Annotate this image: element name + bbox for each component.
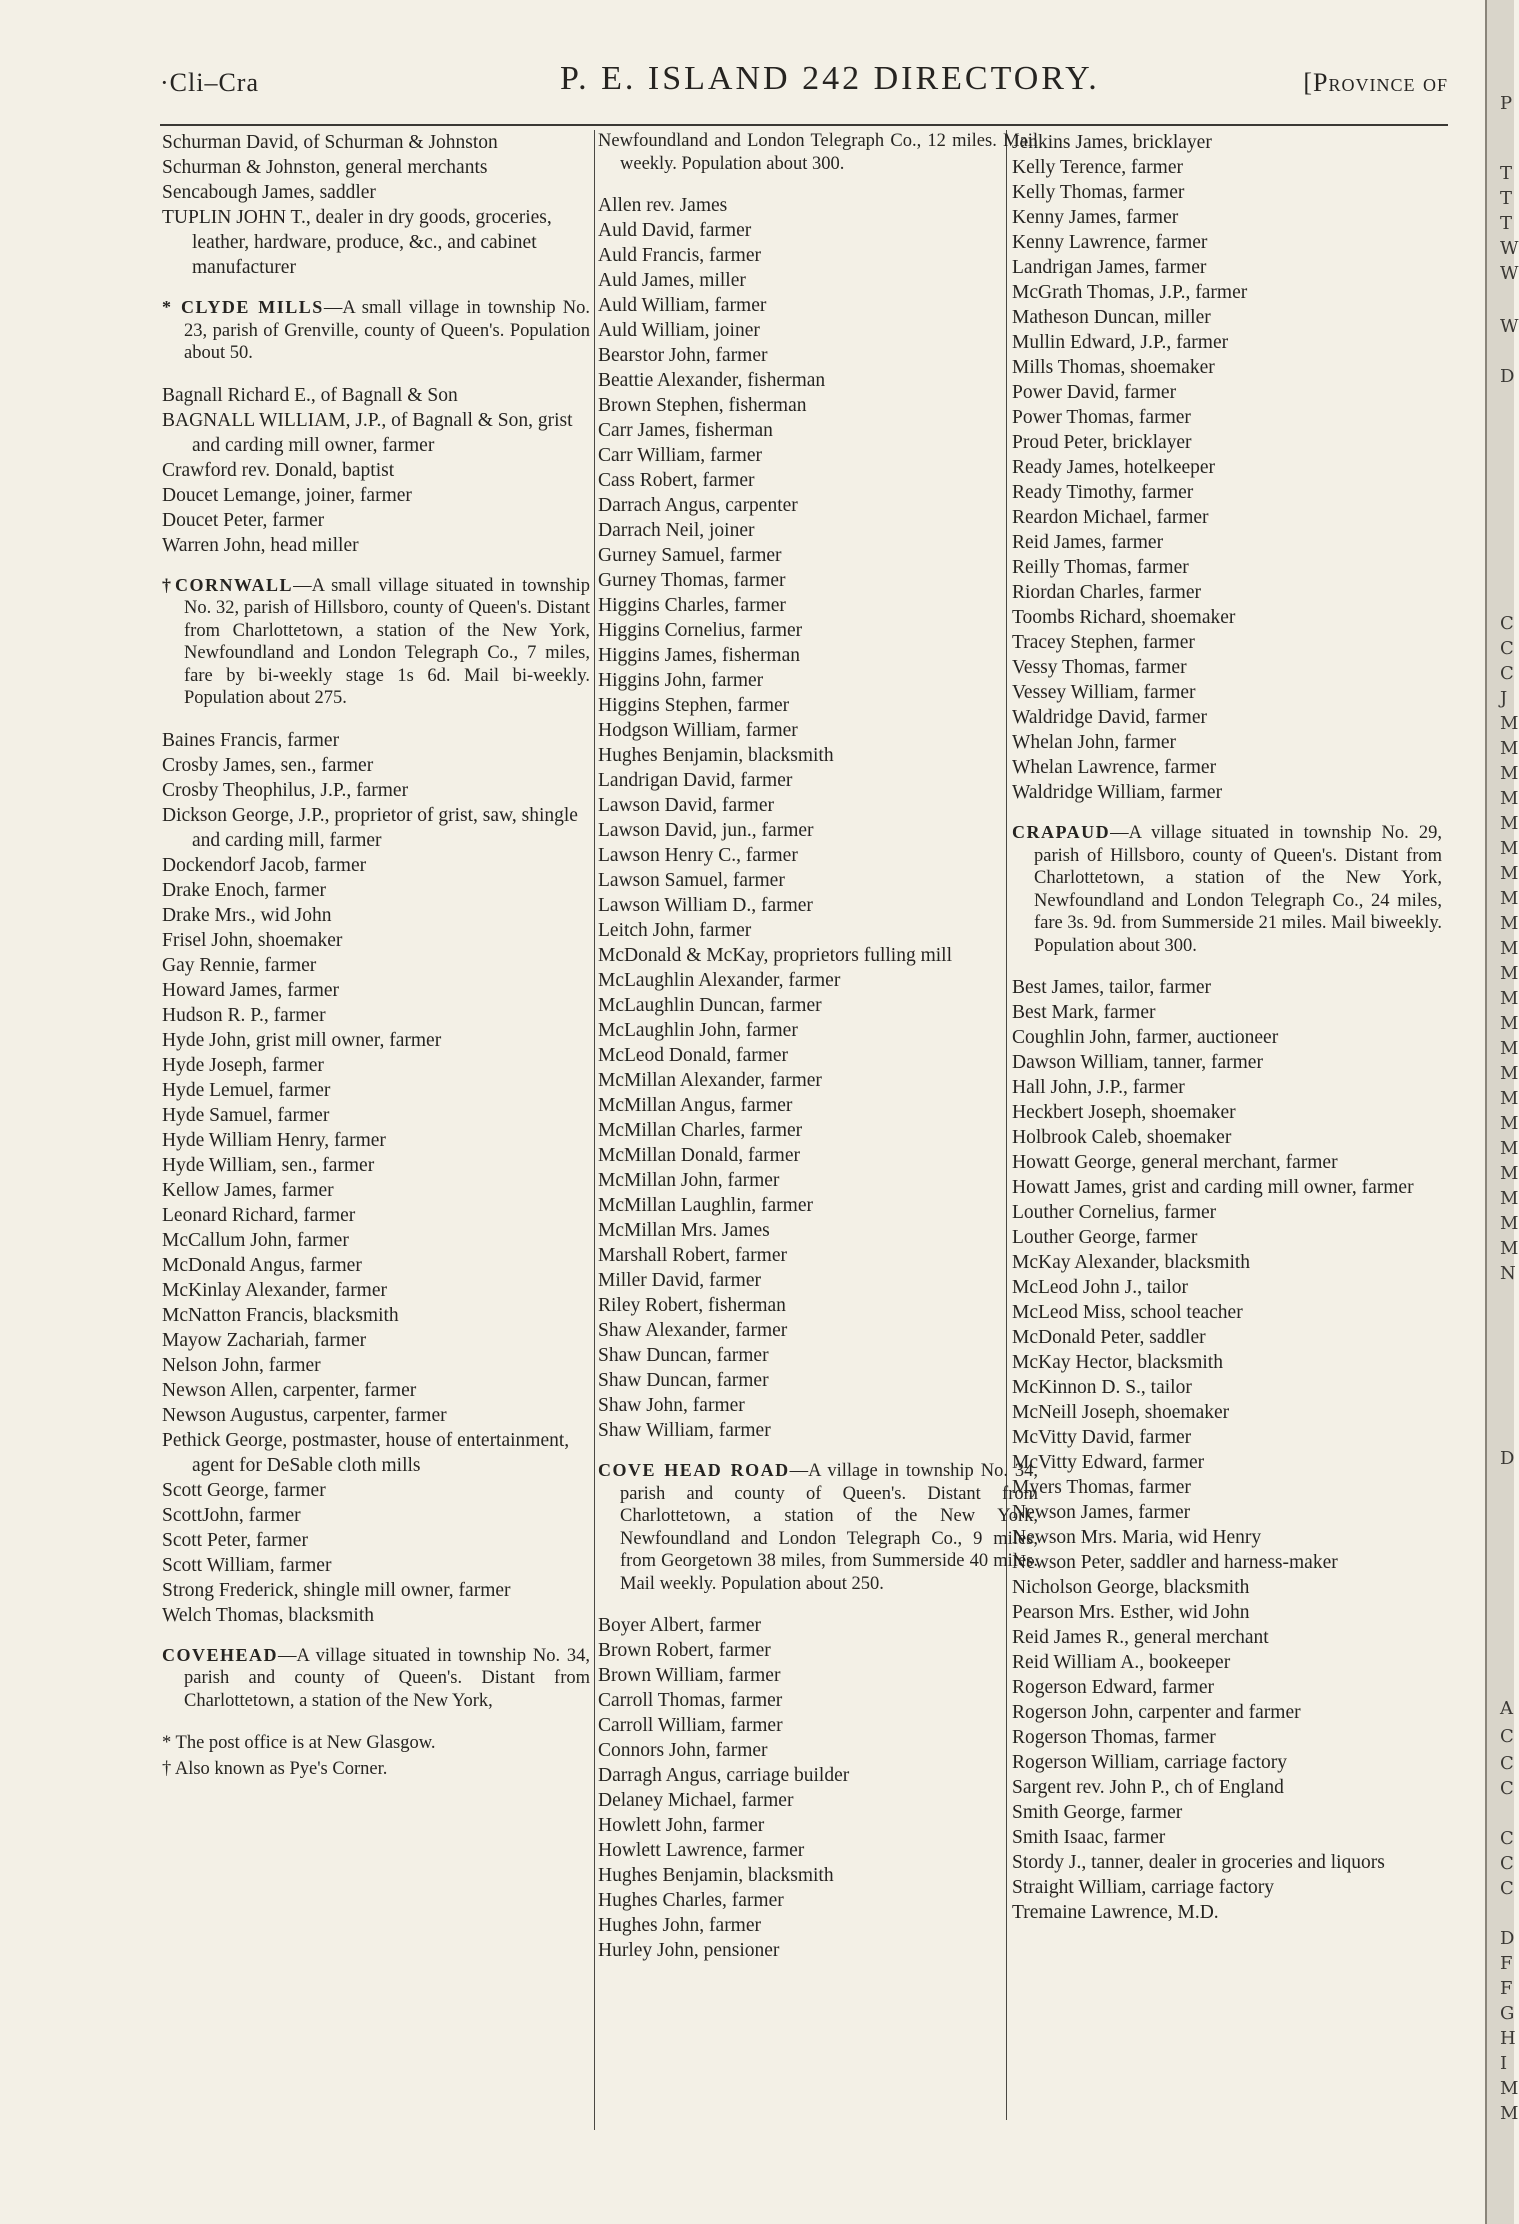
facing-page-letter: C — [1500, 1778, 1514, 1799]
facing-page-letter: M — [1500, 2078, 1519, 2099]
footnote-post-office: * The post office is at New Glasgow. — [162, 1733, 436, 1753]
directory-entry: Crawford rev. Donald, baptist — [162, 459, 395, 481]
directory-entry: Hughes Charles, farmer — [598, 1890, 784, 1911]
facing-page-letter: M — [1500, 1188, 1519, 1209]
facing-page-letter: F — [1500, 1953, 1513, 1974]
facing-page-letter: M — [1500, 713, 1519, 734]
directory-entry: Shaw Duncan, farmer — [598, 1370, 769, 1391]
directory-entry: Newson James, farmer — [1012, 1502, 1191, 1523]
facing-page-letter: M — [1500, 1113, 1519, 1134]
directory-entry: Rogerson Edward, farmer — [1012, 1677, 1214, 1698]
directory-entry: Higgins James, fisherman — [598, 645, 801, 666]
directory-entry: Lawson William D., farmer — [598, 895, 813, 916]
directory-entry: Howlett Lawrence, farmer — [598, 1840, 805, 1861]
covehead-description-continued — [598, 130, 1038, 175]
directory-entry: Newson Allen, carpenter, farmer — [162, 1379, 417, 1401]
facing-page-letter: M — [1500, 1238, 1519, 1259]
directory-entry: Doucet Peter, farmer — [162, 509, 325, 531]
cornwall-description — [162, 574, 590, 710]
directory-entry: Riley Robert, fisherman — [598, 1295, 786, 1316]
directory-entry: Hyde William, sen., farmer — [162, 1154, 375, 1176]
facing-page-letter: M — [1500, 863, 1519, 884]
directory-entry: Lawson Samuel, farmer — [598, 870, 785, 891]
directory-entry: Crosby James, sen., farmer — [162, 754, 374, 776]
facing-page-letter: T — [1500, 163, 1513, 184]
facing-page-letter: M — [1500, 788, 1519, 809]
directory-entry: Hudson R. P., farmer — [162, 1004, 326, 1026]
facing-page-letter: M — [1500, 963, 1519, 984]
directory-entry: Warren John, head miller — [162, 534, 359, 556]
column-divider-1 — [594, 130, 595, 2130]
directory-entry: Brown Stephen, fisherman — [598, 395, 807, 416]
directory-entry: Shaw Alexander, farmer — [598, 1320, 788, 1341]
directory-entry: Rogerson William, carriage factory — [1012, 1752, 1287, 1773]
directory-entry: Auld Francis, farmer — [598, 245, 761, 266]
facing-page-letter: C — [1500, 613, 1514, 634]
cove-head-road-description — [598, 1459, 1038, 1595]
directory-entry: Scott George, farmer — [162, 1479, 326, 1501]
directory-entry: Kellow James, farmer — [162, 1179, 334, 1201]
directory-entry: Riordan Charles, farmer — [1012, 582, 1201, 603]
facing-page-letter: C — [1500, 1753, 1514, 1774]
page-header — [160, 60, 1448, 116]
directory-entry: McMillan Angus, farmer — [598, 1095, 793, 1116]
directory-entry: Hughes Benjamin, blacksmith — [598, 745, 834, 766]
directory-entry: Connors John, farmer — [598, 1740, 768, 1761]
directory-entry: Pethick George, postmaster, house of entertainment, agent for DeSable cloth mills — [162, 1429, 570, 1476]
place-text: —A village situated in township No. 29, parish of Hillsboro, county of Queen's. Distant from Charlottetown, a station of the New York, Newfoundland and London Telegraph Co., 24 miles, fare 3s. 9d. from Summerside 21 miles. Mail biweekly. Population about 300. — [1034, 823, 1442, 956]
directory-entry: Higgins Charles, farmer — [598, 595, 786, 616]
facing-page-letter: M — [1500, 988, 1519, 1009]
facing-page-letter: M — [1500, 763, 1519, 784]
column-3 — [1012, 130, 1442, 1925]
directory-entry: McKinlay Alexander, farmer — [162, 1279, 388, 1301]
entries-cornwall — [162, 728, 590, 1628]
directory-entry: Hodgson William, farmer — [598, 720, 798, 741]
facing-page-letter: C — [1500, 638, 1514, 659]
directory-entry: McCallum John, farmer — [162, 1229, 349, 1251]
directory-entry: Ready James, hotelkeeper — [1012, 457, 1216, 478]
directory-entry: Higgins Cornelius, farmer — [598, 620, 803, 641]
directory-entry: Vessey William, farmer — [1012, 682, 1196, 703]
directory-entry: Newson Peter, saddler and harness-maker — [1012, 1552, 1338, 1573]
directory-entry: TUPLIN JOHN T., dealer in dry goods, groceries, leather, hardware, produce, &c., and cabinet manufacturer — [162, 207, 552, 278]
header-province: [Province of — [1303, 68, 1448, 97]
directory-entry: Dockendorf Jacob, farmer — [162, 854, 367, 876]
facing-page-letter: M — [1500, 813, 1519, 834]
directory-entry: Gurney Samuel, farmer — [598, 545, 782, 566]
directory-entry: Newson Augustus, carpenter, farmer — [162, 1404, 447, 1426]
directory-entry: McKinnon D. S., tailor — [1012, 1377, 1192, 1398]
entries-crapaud — [1012, 975, 1442, 1925]
facing-page-edge — [1485, 0, 1519, 2224]
directory-entry: Louther George, farmer — [1012, 1227, 1198, 1248]
directory-entry: Whelan Lawrence, farmer — [1012, 757, 1217, 778]
facing-page-letter: I — [1500, 2053, 1508, 2074]
directory-entry: Kelly Thomas, farmer — [1012, 182, 1185, 203]
directory-entry: Reilly Thomas, farmer — [1012, 557, 1189, 578]
facing-page-letter: D — [1500, 1448, 1515, 1469]
directory-entry: Sargent rev. John P., ch of England — [1012, 1777, 1284, 1798]
directory-entry: Welch Thomas, blacksmith — [162, 1604, 374, 1626]
directory-entry: Hyde Joseph, farmer — [162, 1054, 324, 1076]
clyde-mills-description — [162, 296, 590, 365]
directory-entry: McLaughlin Alexander, farmer — [598, 970, 841, 991]
facing-page-letter: M — [1500, 838, 1519, 859]
directory-entry: Tremaine Lawrence, M.D. — [1012, 1902, 1219, 1923]
place-heading: †CORNWALL — [162, 574, 294, 595]
entries-schurman — [162, 130, 590, 280]
directory-entry: McLaughlin John, farmer — [598, 1020, 798, 1041]
directory-entry: McVitty David, farmer — [1012, 1427, 1192, 1448]
directory-entry: Reid James, farmer — [1012, 532, 1164, 553]
place-heading: * CLYDE MILLS — [162, 297, 324, 317]
directory-entry: Allen rev. James — [598, 195, 728, 216]
directory-entry: Vessy Thomas, farmer — [1012, 657, 1187, 678]
directory-entry: Waldridge William, farmer — [1012, 782, 1223, 803]
column-1 — [162, 130, 590, 1782]
column-2 — [598, 130, 1038, 1963]
directory-entry: Auld James, miller — [598, 270, 746, 291]
directory-entry: Scott Peter, farmer — [162, 1529, 308, 1551]
directory-entry: Coughlin John, farmer, auctioneer — [1012, 1027, 1279, 1048]
directory-entry: Howard James, farmer — [162, 979, 340, 1001]
facing-page-letter: M — [1500, 1063, 1519, 1084]
directory-entry: Carroll Thomas, farmer — [598, 1690, 783, 1711]
header-rule — [160, 124, 1448, 126]
directory-entry: Landrigan James, farmer — [1012, 257, 1207, 278]
directory-entry: Jenkins James, bricklayer — [1012, 132, 1212, 153]
directory-entry: Shaw William, farmer — [598, 1420, 771, 1441]
facing-page-letter: W — [1500, 316, 1519, 337]
directory-entry: Smith Isaac, farmer — [1012, 1827, 1166, 1848]
directory-entry: McNeill Joseph, shoemaker — [1012, 1402, 1230, 1423]
facing-page-letter: M — [1500, 738, 1519, 759]
facing-page-letter: W — [1500, 238, 1519, 259]
facing-page-letter: M — [1500, 1163, 1519, 1184]
directory-entry: Brown Robert, farmer — [598, 1640, 771, 1661]
place-text: —A small village in township No. 23, parish of Grenville, county of Queen's. Population about 50. — [184, 298, 590, 363]
facing-page-letter: P — [1500, 93, 1513, 114]
directory-entry: Kelly Terence, farmer — [1012, 157, 1183, 178]
facing-page-letter: M — [1500, 1038, 1519, 1059]
directory-entry: Newson Mrs. Maria, wid Henry — [1012, 1527, 1262, 1548]
directory-entry: Strong Frederick, shingle mill owner, farmer — [162, 1579, 511, 1601]
directory-entry: McDonald Angus, farmer — [162, 1254, 362, 1276]
directory-entry: Sencabough James, saddler — [162, 182, 376, 203]
entries-cove-head-road-continued — [1012, 130, 1442, 805]
facing-page-letter: M — [1500, 888, 1519, 909]
directory-entry: Hughes Benjamin, blacksmith — [598, 1865, 834, 1886]
directory-entry: McDonald & McKay, proprietors fulling mill — [598, 945, 953, 966]
directory-entry: Baines Francis, farmer — [162, 729, 340, 751]
directory-entry: McLeod Donald, farmer — [598, 1045, 789, 1066]
directory-entry: Proud Peter, bricklayer — [1012, 432, 1192, 453]
entries-clyde-mills — [162, 383, 590, 558]
facing-page-letter: D — [1500, 366, 1515, 387]
facing-page-letter: M — [1500, 1213, 1519, 1234]
directory-entry: Waldridge David, farmer — [1012, 707, 1207, 728]
directory-entry: Delaney Michael, farmer — [598, 1790, 794, 1811]
directory-entry: Auld William, farmer — [598, 295, 767, 316]
directory-entry: Crosby Theophilus, J.P., farmer — [162, 779, 409, 801]
footnote-pyes-corner: † Also known as Pye's Corner. — [162, 1759, 388, 1779]
directory-entry: Marshall Robert, farmer — [598, 1245, 787, 1266]
directory-entry: Hyde Lemuel, farmer — [162, 1079, 331, 1101]
directory-entry: Higgins John, farmer — [598, 670, 764, 691]
directory-entry: Mullin Edward, J.P., farmer — [1012, 332, 1229, 353]
directory-entry: Mills Thomas, shoemaker — [1012, 357, 1215, 378]
directory-entry: Howlett John, farmer — [598, 1815, 765, 1836]
facing-page-letter: M — [1500, 938, 1519, 959]
directory-entry: Reid William A., bookeeper — [1012, 1652, 1231, 1673]
directory-entry: Bearstor John, farmer — [598, 345, 768, 366]
directory-entry: Brown William, farmer — [598, 1665, 781, 1686]
directory-entry: McNatton Francis, blacksmith — [162, 1304, 399, 1326]
directory-entry: McLaughlin Duncan, farmer — [598, 995, 822, 1016]
directory-entry: Ready Timothy, farmer — [1012, 482, 1194, 503]
directory-entry: ScottJohn, farmer — [162, 1504, 301, 1526]
header-range: ·Cli–Cra — [160, 68, 259, 97]
facing-page-letter: G — [1500, 2003, 1515, 2024]
directory-entry: Bagnall Richard E., of Bagnall & Son — [162, 384, 458, 406]
facing-page-letter: J — [1500, 688, 1508, 709]
directory-entry: Higgins Stephen, farmer — [598, 695, 790, 716]
directory-entry: Best James, tailor, farmer — [1012, 977, 1212, 998]
directory-entry: Carr James, fisherman — [598, 420, 773, 441]
facing-page-letter: F — [1500, 1978, 1513, 1999]
place-text: —A village situated in township No. 34, parish and county of Queen's. Distant from Charlottetown, a station of the New York, — [184, 1645, 590, 1711]
directory-entry: Landrigan David, farmer — [598, 770, 793, 791]
facing-page-letter: C — [1500, 1726, 1514, 1747]
directory-entry: Dickson George, J.P., proprietor of grist, saw, shingle and carding mill, farmer — [162, 804, 578, 851]
directory-entry: Auld David, farmer — [598, 220, 752, 241]
directory-entry: McLeod Miss, school teacher — [1012, 1302, 1243, 1323]
directory-entry: Carroll William, farmer — [598, 1715, 783, 1736]
directory-entry: Hyde William Henry, farmer — [162, 1129, 386, 1151]
directory-entry: Hyde Samuel, farmer — [162, 1104, 330, 1126]
facing-page-letter: M — [1500, 1013, 1519, 1034]
directory-entry: McMillan Charles, farmer — [598, 1120, 803, 1141]
entries-covehead — [598, 193, 1038, 1443]
directory-entry: Mayow Zachariah, farmer — [162, 1329, 367, 1351]
facing-page-letter: W — [1500, 263, 1519, 284]
directory-entry: Heckbert Joseph, shoemaker — [1012, 1102, 1236, 1123]
place-text: Newfoundland and London Telegraph Co., 12 miles. Mail weekly. Population about 300. — [598, 131, 1038, 174]
directory-entry: Darrach Neil, joiner — [598, 520, 755, 541]
directory-entry: Gurney Thomas, farmer — [598, 570, 786, 591]
directory-entry: Holbrook Caleb, shoemaker — [1012, 1127, 1232, 1148]
facing-page-letter: A — [1500, 1698, 1513, 1719]
facing-page-letter: C — [1500, 663, 1514, 684]
directory-entry: Power David, farmer — [1012, 382, 1177, 403]
directory-entry: Shaw Duncan, farmer — [598, 1345, 769, 1366]
directory-entry: Kenny Lawrence, farmer — [1012, 232, 1208, 253]
directory-entry: Howatt James, grist and carding mill owner, farmer — [1012, 1177, 1414, 1198]
place-heading: CRAPAUD — [1012, 822, 1111, 842]
directory-entry: Reardon Michael, farmer — [1012, 507, 1209, 528]
directory-entry: Lawson David, farmer — [598, 795, 774, 816]
directory-entry: Leonard Richard, farmer — [162, 1204, 356, 1226]
directory-entry: McMillan Alexander, farmer — [598, 1070, 822, 1091]
directory-entry: Gay Rennie, farmer — [162, 954, 317, 976]
facing-page-letter: C — [1500, 1853, 1514, 1874]
facing-page-letter: M — [1500, 1088, 1519, 1109]
directory-entry: Smith George, farmer — [1012, 1802, 1183, 1823]
directory-entry: Boyer Albert, farmer — [598, 1615, 761, 1636]
directory-entry: Shaw John, farmer — [598, 1395, 745, 1416]
crapaud-description — [1012, 821, 1442, 957]
place-heading: COVEHEAD — [162, 1644, 279, 1665]
facing-page-letter: D — [1500, 1928, 1515, 1949]
directory-entry: McVitty Edward, farmer — [1012, 1452, 1205, 1473]
facing-page-letter: M — [1500, 2103, 1519, 2124]
directory-entry: Hurley John, pensioner — [598, 1940, 780, 1961]
directory-entry: Louther Cornelius, farmer — [1012, 1202, 1217, 1223]
facing-page-letter: M — [1500, 913, 1519, 934]
directory-entry: Miller David, farmer — [598, 1270, 761, 1291]
directory-entry: Leitch John, farmer — [598, 920, 752, 941]
directory-entry: McMillan Mrs. James — [598, 1220, 770, 1241]
directory-entry: Scott William, farmer — [162, 1554, 332, 1576]
directory-entry: Myers Thomas, farmer — [1012, 1477, 1191, 1498]
directory-entry: Rogerson John, carpenter and farmer — [1012, 1702, 1301, 1723]
directory-entry: McMillan Laughlin, farmer — [598, 1195, 813, 1216]
directory-entry: Doucet Lemange, joiner, farmer — [162, 484, 412, 506]
facing-page-letter: M — [1500, 1138, 1519, 1159]
facing-page-letter: H — [1500, 2028, 1516, 2049]
directory-entry: Nelson John, farmer — [162, 1354, 321, 1376]
covehead-description — [162, 1644, 590, 1713]
directory-entry: Pearson Mrs. Esther, wid John — [1012, 1602, 1250, 1623]
directory-entry: Best Mark, farmer — [1012, 1002, 1156, 1023]
directory-entry: Drake Mrs., wid John — [162, 904, 332, 926]
directory-entry: McMillan John, farmer — [598, 1170, 780, 1191]
directory-entry: McGrath Thomas, J.P., farmer — [1012, 282, 1248, 303]
place-heading: COVE HEAD ROAD — [598, 1460, 790, 1480]
directory-entry: Nicholson George, blacksmith — [1012, 1577, 1250, 1598]
directory-entry: McKay Hector, blacksmith — [1012, 1352, 1223, 1373]
directory-entry: Tracey Stephen, farmer — [1012, 632, 1195, 653]
directory-entry: Matheson Duncan, miller — [1012, 307, 1211, 328]
directory-entry: Lawson Henry C., farmer — [598, 845, 798, 866]
facing-page-letter: N — [1500, 1263, 1516, 1284]
directory-entry: Lawson David, jun., farmer — [598, 820, 814, 841]
directory-entry: Kenny James, farmer — [1012, 207, 1179, 228]
directory-entry: Rogerson Thomas, farmer — [1012, 1727, 1216, 1748]
directory-entry: Darragh Angus, carriage builder — [598, 1765, 850, 1786]
place-text: —A village in township No. 34, parish and county of Queen's. Distant from Charlottetown, a station of the New York, Newfoundland and London Telegraph Co., 9 miles, from Georgetown 38 miles, from Summerside 40 miles. Mail weekly. Population about 250. — [620, 1461, 1038, 1594]
directory-entry: McDonald Peter, saddler — [1012, 1327, 1206, 1348]
directory-entry: Hughes John, farmer — [598, 1915, 761, 1936]
directory-entry: Schurman & Johnston, general merchants — [162, 157, 488, 178]
directory-entry: McMillan Donald, farmer — [598, 1145, 800, 1166]
facing-page-letter: T — [1500, 213, 1513, 234]
directory-entry: Schurman David, of Schurman & Johnston — [162, 132, 498, 153]
facing-page-letter: T — [1500, 188, 1513, 209]
directory-entry: Darrach Angus, carpenter — [598, 495, 798, 516]
entries-cove-head-road — [598, 1613, 1038, 1963]
facing-page-letter: C — [1500, 1828, 1514, 1849]
directory-entry: McKay Alexander, blacksmith — [1012, 1252, 1251, 1273]
directory-entry: Carr William, farmer — [598, 445, 762, 466]
directory-entry: Cass Robert, farmer — [598, 470, 755, 491]
directory-entry: Toombs Richard, shoemaker — [1012, 607, 1236, 628]
directory-entry: Whelan John, farmer — [1012, 732, 1177, 753]
directory-entry: Drake Enoch, farmer — [162, 879, 327, 901]
directory-entry: Stordy J., tanner, dealer in groceries and liquors — [1012, 1852, 1385, 1873]
directory-entry: Dawson William, tanner, farmer — [1012, 1052, 1263, 1073]
facing-page-letter: C — [1500, 1878, 1514, 1899]
directory-entry: Reid James R., general merchant — [1012, 1627, 1269, 1648]
header-title: P. E. ISLAND 242 DIRECTORY. — [560, 60, 1100, 97]
directory-entry: Straight William, carriage factory — [1012, 1877, 1275, 1898]
directory-entry: BAGNALL WILLIAM, J.P., of Bagnall & Son, grist and carding mill owner, farmer — [162, 409, 573, 456]
directory-entry: Power Thomas, farmer — [1012, 407, 1191, 428]
directory-entry: Auld William, joiner — [598, 320, 760, 341]
directory-entry: Hyde John, grist mill owner, farmer — [162, 1029, 442, 1051]
directory-entry: McLeod John J., tailor — [1012, 1277, 1189, 1298]
place-text: —A small village situated in township No. 32, parish of Hillsboro, county of Queen's. Distant from Charlottetown, a station of the New York, Newfoundland and London Telegraph Co., 7 miles, fare by bi-weekly stage 1s 6d. Mail bi-weekly. Population about 275. — [184, 575, 590, 708]
directory-entry: Frisel John, shoemaker — [162, 929, 343, 951]
directory-entry: Hall John, J.P., farmer — [1012, 1077, 1185, 1098]
directory-entry: Howatt George, general merchant, farmer — [1012, 1152, 1338, 1173]
directory-entry: Beattie Alexander, fisherman — [598, 370, 826, 391]
